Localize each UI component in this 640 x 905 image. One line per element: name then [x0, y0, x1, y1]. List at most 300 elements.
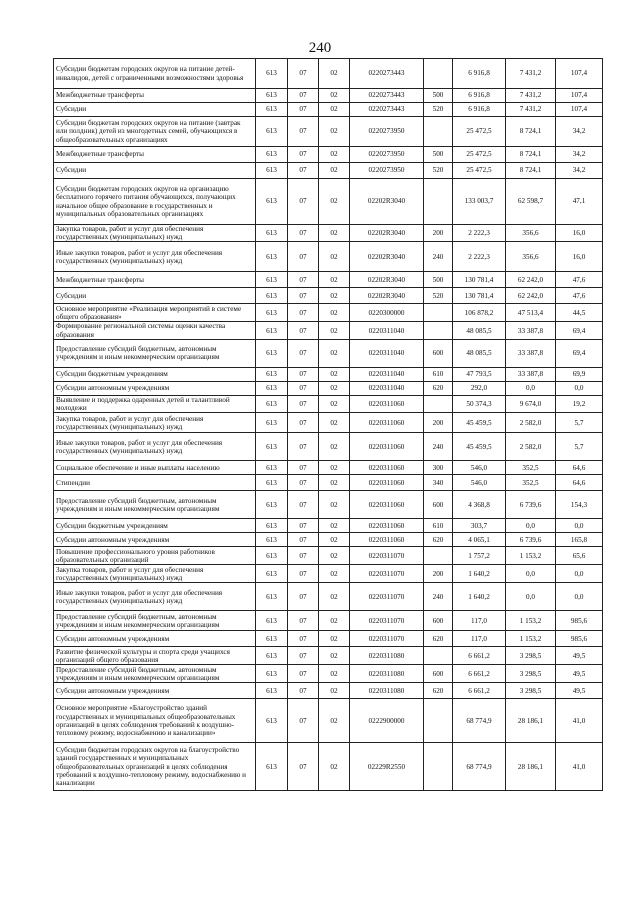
row-executed-amount: 6 739,6	[506, 533, 556, 547]
row-grbs: 613	[256, 322, 288, 339]
table-row	[54, 461, 603, 475]
row-execution-percent: 985,6	[556, 611, 603, 631]
row-grbs: 613	[256, 547, 288, 565]
row-subsection: 02	[319, 147, 350, 163]
table-body	[54, 59, 603, 791]
row-target-article: 02202R3040	[350, 242, 424, 272]
row-section: 07	[288, 242, 319, 272]
row-grbs: 613	[256, 242, 288, 272]
row-executed-amount: 352,5	[506, 475, 556, 491]
row-section: 07	[288, 647, 319, 665]
row-expense-type: 610	[424, 367, 453, 381]
row-subsection: 02	[319, 339, 350, 367]
table-row	[54, 225, 603, 242]
row-target-article: 0220273950	[350, 117, 424, 147]
row-expense-type	[424, 395, 453, 412]
row-execution-percent: 165,8	[556, 533, 603, 547]
row-subsection: 02	[319, 288, 350, 304]
row-grbs: 613	[256, 683, 288, 699]
row-subsection: 02	[319, 59, 350, 89]
row-subsection: 02	[319, 272, 350, 288]
row-execution-percent: 49,5	[556, 647, 603, 665]
row-execution-percent: 34,2	[556, 147, 603, 163]
row-execution-percent: 34,2	[556, 117, 603, 147]
row-subsection: 02	[319, 89, 350, 103]
row-planned-amount: 133 003,7	[453, 179, 506, 225]
row-executed-amount: 0,0	[506, 565, 556, 583]
row-planned-amount: 546,0	[453, 475, 506, 491]
row-target-article: 0220273443	[350, 103, 424, 117]
row-execution-percent: 49,5	[556, 665, 603, 683]
row-executed-amount: 356,6	[506, 242, 556, 272]
table-row	[54, 117, 603, 147]
row-name: Закупка товаров, работ и услуг для обеспечения государственных (муниципальных) нужд	[54, 225, 256, 242]
row-executed-amount: 0,0	[506, 381, 556, 395]
row-section: 07	[288, 547, 319, 565]
row-planned-amount: 6 916,8	[453, 103, 506, 117]
row-planned-amount: 1 757,2	[453, 547, 506, 565]
row-section: 07	[288, 565, 319, 583]
row-grbs: 613	[256, 117, 288, 147]
row-execution-percent: 64,6	[556, 475, 603, 491]
row-section: 07	[288, 304, 319, 322]
row-expense-type: 240	[424, 583, 453, 611]
row-section: 07	[288, 381, 319, 395]
table-row	[54, 583, 603, 611]
row-execution-percent: 69,9	[556, 367, 603, 381]
row-planned-amount: 45 459,5	[453, 433, 506, 461]
row-grbs: 613	[256, 565, 288, 583]
row-target-article: 0220311080	[350, 683, 424, 699]
row-planned-amount: 117,0	[453, 611, 506, 631]
row-grbs: 613	[256, 699, 288, 743]
table-row	[54, 242, 603, 272]
row-grbs: 613	[256, 339, 288, 367]
page-number: 240	[308, 40, 332, 56]
row-subsection: 02	[319, 647, 350, 665]
row-name: Основное мероприятие «Благоустройство зданий государственных и муниципальных общеобразовательных организаций в целях соблюдения требований к воздушно-тепловому режиму, водоснабжению и канализации»	[54, 699, 256, 743]
row-grbs: 613	[256, 583, 288, 611]
row-target-article: 02202R3040	[350, 288, 424, 304]
row-grbs: 613	[256, 103, 288, 117]
row-target-article: 0220300000	[350, 304, 424, 322]
row-planned-amount: 50 374,3	[453, 395, 506, 412]
row-name: Иные закупки товаров, работ и услуг для обеспечения государственных (муниципальных) нужд	[54, 433, 256, 461]
table-row	[54, 395, 603, 412]
row-executed-amount: 47 513,4	[506, 304, 556, 322]
row-target-article: 0220273950	[350, 147, 424, 163]
row-target-article: 0220311060	[350, 519, 424, 533]
row-target-article: 02202R3040	[350, 272, 424, 288]
row-executed-amount: 28 186,1	[506, 699, 556, 743]
row-planned-amount: 45 459,5	[453, 413, 506, 433]
row-execution-percent: 44,5	[556, 304, 603, 322]
row-planned-amount: 48 085,5	[453, 339, 506, 367]
row-executed-amount: 33 387,8	[506, 339, 556, 367]
row-planned-amount: 4 065,1	[453, 533, 506, 547]
row-executed-amount: 1 153,2	[506, 611, 556, 631]
row-planned-amount: 25 472,5	[453, 147, 506, 163]
row-execution-percent: 0,0	[556, 583, 603, 611]
row-execution-percent: 19,2	[556, 395, 603, 412]
row-executed-amount: 8 724,1	[506, 117, 556, 147]
row-planned-amount: 68 774,9	[453, 743, 506, 791]
table-row	[54, 381, 603, 395]
row-section: 07	[288, 491, 319, 519]
row-target-article: 0220311060	[350, 413, 424, 433]
row-planned-amount: 48 085,5	[453, 322, 506, 339]
row-expense-type: 620	[424, 533, 453, 547]
row-name: Межбюджетные трансферты	[54, 89, 256, 103]
row-executed-amount: 356,6	[506, 225, 556, 242]
row-section: 07	[288, 322, 319, 339]
row-expense-type: 240	[424, 242, 453, 272]
table-row	[54, 683, 603, 699]
row-execution-percent: 47,6	[556, 272, 603, 288]
row-section: 07	[288, 683, 319, 699]
table-row	[54, 147, 603, 163]
row-execution-percent: 5,7	[556, 433, 603, 461]
row-grbs: 613	[256, 147, 288, 163]
row-expense-type: 500	[424, 147, 453, 163]
row-name: Иные закупки товаров, работ и услуг для обеспечения государственных (муниципальных) нужд	[54, 583, 256, 611]
row-name: Межбюджетные трансферты	[54, 272, 256, 288]
row-name: Повышение профессионального уровня работников образовательных организаций	[54, 547, 256, 565]
row-execution-percent: 107,4	[556, 103, 603, 117]
row-grbs: 613	[256, 272, 288, 288]
row-grbs: 613	[256, 163, 288, 179]
row-execution-percent: 69,4	[556, 322, 603, 339]
row-planned-amount: 117,0	[453, 631, 506, 647]
row-execution-percent: 107,4	[556, 89, 603, 103]
row-subsection: 02	[319, 583, 350, 611]
row-planned-amount: 130 781,4	[453, 272, 506, 288]
row-target-article: 0220311060	[350, 533, 424, 547]
row-expense-type: 520	[424, 103, 453, 117]
row-section: 07	[288, 665, 319, 683]
row-section: 07	[288, 163, 319, 179]
row-name: Субсидии автономным учреждениям	[54, 631, 256, 647]
row-executed-amount: 62 242,0	[506, 272, 556, 288]
table-row	[54, 491, 603, 519]
row-section: 07	[288, 699, 319, 743]
table-row	[54, 699, 603, 743]
row-section: 07	[288, 339, 319, 367]
row-expense-type: 500	[424, 89, 453, 103]
row-expense-type	[424, 322, 453, 339]
row-section: 07	[288, 743, 319, 791]
row-grbs: 613	[256, 519, 288, 533]
row-subsection: 02	[319, 304, 350, 322]
table-row	[54, 665, 603, 683]
row-executed-amount: 352,5	[506, 461, 556, 475]
row-executed-amount: 1 153,2	[506, 547, 556, 565]
row-section: 07	[288, 461, 319, 475]
row-executed-amount: 1 153,2	[506, 631, 556, 647]
row-target-article: 0222900000	[350, 699, 424, 743]
row-execution-percent: 0,0	[556, 381, 603, 395]
row-name: Субсидии бюджетам городских округов на питание детей-инвалидов, детей с ограниченными возможностями здоровья	[54, 59, 256, 89]
row-expense-type: 600	[424, 491, 453, 519]
row-subsection: 02	[319, 433, 350, 461]
row-planned-amount: 25 472,5	[453, 117, 506, 147]
row-name: Субсидии	[54, 288, 256, 304]
row-executed-amount: 6 739,6	[506, 491, 556, 519]
row-execution-percent: 64,6	[556, 461, 603, 475]
row-grbs: 613	[256, 413, 288, 433]
row-planned-amount: 546,0	[453, 461, 506, 475]
row-section: 07	[288, 59, 319, 89]
row-grbs: 613	[256, 665, 288, 683]
row-subsection: 02	[319, 547, 350, 565]
row-execution-percent: 41,0	[556, 743, 603, 791]
row-name: Субсидии	[54, 163, 256, 179]
row-expense-type: 200	[424, 413, 453, 433]
row-planned-amount: 6 661,2	[453, 647, 506, 665]
row-expense-type	[424, 743, 453, 791]
row-target-article: 0220311070	[350, 631, 424, 647]
row-name: Субсидии автономным учреждениям	[54, 381, 256, 395]
row-expense-type: 200	[424, 225, 453, 242]
row-executed-amount: 33 387,8	[506, 322, 556, 339]
table-row	[54, 631, 603, 647]
row-grbs: 613	[256, 647, 288, 665]
row-subsection: 02	[319, 322, 350, 339]
row-planned-amount: 130 781,4	[453, 288, 506, 304]
row-expense-type: 300	[424, 461, 453, 475]
row-target-article: 0220311040	[350, 367, 424, 381]
row-executed-amount: 3 298,5	[506, 665, 556, 683]
table-row	[54, 288, 603, 304]
row-expense-type	[424, 304, 453, 322]
row-execution-percent: 0,0	[556, 565, 603, 583]
row-name: Межбюджетные трансферты	[54, 147, 256, 163]
row-name: Закупка товаров, работ и услуг для обеспечения государственных (муниципальных) нужд	[54, 565, 256, 583]
row-target-article: 0220311080	[350, 665, 424, 683]
table-row	[54, 272, 603, 288]
row-target-article: 0220273950	[350, 163, 424, 179]
row-subsection: 02	[319, 179, 350, 225]
row-grbs: 613	[256, 533, 288, 547]
row-execution-percent: 49,5	[556, 683, 603, 699]
row-section: 07	[288, 89, 319, 103]
row-name: Выявление и поддержка одаренных детей и талантливой молодежи	[54, 395, 256, 412]
table-row	[54, 533, 603, 547]
row-subsection: 02	[319, 491, 350, 519]
row-section: 07	[288, 367, 319, 381]
row-expense-type: 200	[424, 565, 453, 583]
row-grbs: 613	[256, 611, 288, 631]
row-subsection: 02	[319, 242, 350, 272]
row-execution-percent: 34,2	[556, 163, 603, 179]
row-planned-amount: 68 774,9	[453, 699, 506, 743]
row-expense-type	[424, 117, 453, 147]
row-name: Субсидии автономным учреждениям	[54, 683, 256, 699]
row-name: Предоставление субсидий бюджетным, автономным учреждениям и иным некоммерческим организациям	[54, 665, 256, 683]
table-row	[54, 743, 603, 791]
row-name: Субсидии бюджетным учреждениям	[54, 367, 256, 381]
row-target-article: 0220311060	[350, 475, 424, 491]
row-target-article: 0220273443	[350, 59, 424, 89]
budget-table	[53, 58, 603, 791]
row-name: Субсидии автономным учреждениям	[54, 533, 256, 547]
row-subsection: 02	[319, 225, 350, 242]
row-grbs: 613	[256, 367, 288, 381]
row-expense-type	[424, 547, 453, 565]
table-row	[54, 547, 603, 565]
row-execution-percent: 65,6	[556, 547, 603, 565]
row-grbs: 613	[256, 491, 288, 519]
row-planned-amount: 106 878,2	[453, 304, 506, 322]
row-expense-type: 600	[424, 665, 453, 683]
row-subsection: 02	[319, 413, 350, 433]
row-planned-amount: 6 916,8	[453, 59, 506, 89]
row-execution-percent: 985,6	[556, 631, 603, 647]
row-subsection: 02	[319, 699, 350, 743]
row-execution-percent: 5,7	[556, 413, 603, 433]
table-row	[54, 475, 603, 491]
row-target-article: 0220311060	[350, 395, 424, 412]
row-subsection: 02	[319, 611, 350, 631]
row-name: Социальное обеспечение и иные выплаты населению	[54, 461, 256, 475]
row-target-article: 0220311080	[350, 647, 424, 665]
row-planned-amount: 4 368,8	[453, 491, 506, 519]
row-execution-percent: 154,3	[556, 491, 603, 519]
table-row	[54, 647, 603, 665]
row-target-article: 0220311040	[350, 339, 424, 367]
table-row	[54, 413, 603, 433]
row-grbs: 613	[256, 225, 288, 242]
row-grbs: 613	[256, 475, 288, 491]
row-target-article: 0220311070	[350, 583, 424, 611]
row-target-article: 0220311040	[350, 322, 424, 339]
row-execution-percent: 0,0	[556, 519, 603, 533]
table-row	[54, 611, 603, 631]
table-row	[54, 565, 603, 583]
row-name: Основное мероприятие «Реализация мероприятий в системе общего образования»	[54, 304, 256, 322]
row-planned-amount: 2 222,3	[453, 242, 506, 272]
row-planned-amount: 47 793,5	[453, 367, 506, 381]
row-subsection: 02	[319, 103, 350, 117]
row-target-article: 0220311060	[350, 433, 424, 461]
row-section: 07	[288, 225, 319, 242]
row-executed-amount: 3 298,5	[506, 683, 556, 699]
table-row	[54, 59, 603, 89]
row-target-article: 02202R3040	[350, 225, 424, 242]
row-grbs: 613	[256, 743, 288, 791]
table-row	[54, 89, 603, 103]
row-target-article: 02202R3040	[350, 179, 424, 225]
row-subsection: 02	[319, 565, 350, 583]
row-execution-percent: 16,0	[556, 242, 603, 272]
row-expense-type: 600	[424, 611, 453, 631]
row-execution-percent: 16,0	[556, 225, 603, 242]
row-target-article: 0220311060	[350, 461, 424, 475]
row-section: 07	[288, 413, 319, 433]
row-grbs: 613	[256, 288, 288, 304]
row-name: Закупка товаров, работ и услуг для обеспечения государственных (муниципальных) нужд	[54, 413, 256, 433]
row-subsection: 02	[319, 743, 350, 791]
row-section: 07	[288, 272, 319, 288]
row-expense-type: 520	[424, 163, 453, 179]
row-section: 07	[288, 395, 319, 412]
row-name: Развитие физической культуры и спорта среди учащихся организаций общего образования	[54, 647, 256, 665]
row-expense-type: 520	[424, 288, 453, 304]
row-name: Субсидии	[54, 103, 256, 117]
row-target-article: 02229R2550	[350, 743, 424, 791]
row-name: Субсидии бюджетным учреждениям	[54, 519, 256, 533]
row-planned-amount: 6 661,2	[453, 665, 506, 683]
row-executed-amount: 7 431,2	[506, 89, 556, 103]
row-executed-amount: 3 298,5	[506, 647, 556, 665]
row-target-article: 0220311070	[350, 611, 424, 631]
row-executed-amount: 8 724,1	[506, 163, 556, 179]
row-target-article: 0220311060	[350, 491, 424, 519]
row-section: 07	[288, 147, 319, 163]
row-executed-amount: 0,0	[506, 519, 556, 533]
row-section: 07	[288, 583, 319, 611]
row-section: 07	[288, 533, 319, 547]
row-expense-type: 600	[424, 339, 453, 367]
row-subsection: 02	[319, 381, 350, 395]
row-subsection: 02	[319, 117, 350, 147]
row-expense-type	[424, 179, 453, 225]
row-executed-amount: 0,0	[506, 583, 556, 611]
row-name: Субсидии бюджетам городских округов на питание (завтрак или полдник) детей из многодетных семей, обучающихся в общеобразовательных организациях	[54, 117, 256, 147]
row-expense-type: 620	[424, 683, 453, 699]
row-expense-type: 500	[424, 272, 453, 288]
row-section: 07	[288, 288, 319, 304]
row-name: Иные закупки товаров, работ и услуг для обеспечения государственных (муниципальных) нужд	[54, 242, 256, 272]
row-section: 07	[288, 117, 319, 147]
row-subsection: 02	[319, 395, 350, 412]
row-executed-amount: 62 242,0	[506, 288, 556, 304]
row-grbs: 613	[256, 631, 288, 647]
row-section: 07	[288, 475, 319, 491]
row-grbs: 613	[256, 89, 288, 103]
row-planned-amount: 1 640,2	[453, 583, 506, 611]
row-section: 07	[288, 103, 319, 117]
row-target-article: 0220311040	[350, 381, 424, 395]
row-planned-amount: 2 222,3	[453, 225, 506, 242]
row-planned-amount: 6 916,8	[453, 89, 506, 103]
row-expense-type: 620	[424, 631, 453, 647]
row-executed-amount: 62 598,7	[506, 179, 556, 225]
row-grbs: 613	[256, 304, 288, 322]
row-target-article: 0220311070	[350, 565, 424, 583]
row-executed-amount: 9 674,0	[506, 395, 556, 412]
row-expense-type: 340	[424, 475, 453, 491]
row-grbs: 613	[256, 59, 288, 89]
row-planned-amount: 25 472,5	[453, 163, 506, 179]
row-name: Стипендии	[54, 475, 256, 491]
row-section: 07	[288, 631, 319, 647]
row-subsection: 02	[319, 683, 350, 699]
row-grbs: 613	[256, 461, 288, 475]
row-section: 07	[288, 179, 319, 225]
row-planned-amount: 303,7	[453, 519, 506, 533]
row-name: Субсидии бюджетам городских округов на благоустройство зданий государственных и муниципальных общеобразовательных организаций в целях соблюдения требований к воздушно-тепловому режиму, водоснабжению и канализации	[54, 743, 256, 791]
row-expense-type: 240	[424, 433, 453, 461]
row-subsection: 02	[319, 533, 350, 547]
row-target-article: 0220311070	[350, 547, 424, 565]
row-executed-amount: 2 582,0	[506, 433, 556, 461]
row-expense-type: 620	[424, 381, 453, 395]
row-expense-type	[424, 647, 453, 665]
row-name: Предоставление субсидий бюджетным, автономным учреждениям и иным некоммерческим организациям	[54, 491, 256, 519]
row-planned-amount: 6 661,2	[453, 683, 506, 699]
row-subsection: 02	[319, 631, 350, 647]
